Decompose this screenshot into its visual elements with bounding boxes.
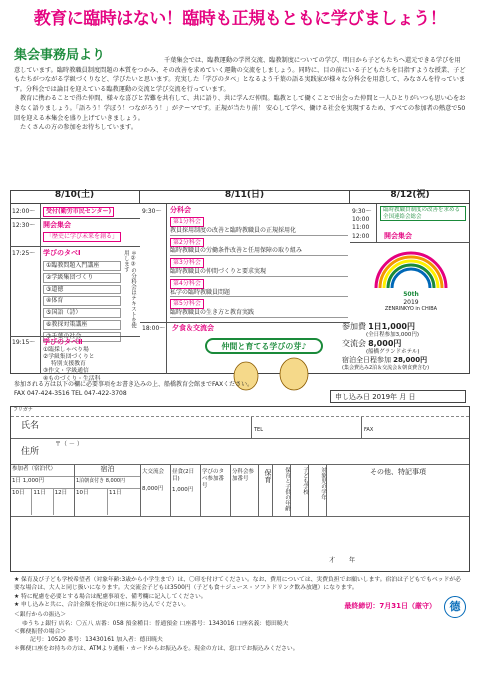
day2-sessions (170, 206, 348, 318)
eve2-item-1: ①臨採しゃべり場 (43, 346, 89, 353)
kids-program-column[interactable] (291, 465, 309, 516)
day1-t2: 12:30～ (12, 222, 36, 229)
day-10-checkbox[interactable]: 10日 (11, 489, 32, 515)
eve1-side-note: ＊②③の分科会はテキストを使用します (122, 250, 136, 328)
section-title-text: 集会事務局より (14, 48, 106, 63)
day1-t1: 12:00～ (12, 208, 36, 215)
postal-info: 記号：10520 番号：13430161 加入者：德田暁夫 (30, 637, 163, 644)
apply-text: 参加される方は以下の欄に必要事項をお書き込みの上、船橋教育会館までFAXください。 (14, 381, 254, 388)
kids-age-header: 保育と子供の年齢 (284, 467, 290, 511)
day1-t3: 17:25～ (12, 250, 36, 257)
application-form (10, 406, 470, 572)
apply-date (330, 390, 466, 403)
day3-appeal (380, 206, 466, 221)
address-label: 住所 (21, 447, 40, 457)
bank-info: ゆうちょ銀行 店名：〇五八 店番：058 預金種目：普通預金 口座番号：1343016 口座名義：德田暁夫 (22, 620, 289, 627)
days-header: 参加者（宿泊代） (11, 465, 74, 477)
reception-tag: 受付(勤労市民センター) (43, 207, 114, 217)
day1-lecture (43, 232, 121, 242)
eve2-item-2: ②学級集団づくりと (43, 353, 95, 360)
rainbow-icon (368, 248, 454, 288)
kids-program-header: 子ども学校 (302, 467, 308, 495)
intro-p3: たくさんの方の参加をお待ちしています。 (20, 124, 138, 132)
name-label: 氏名 (21, 421, 40, 431)
lodging-10-checkbox[interactable]: 10日 (75, 489, 108, 515)
slogan-banner (205, 338, 323, 354)
fax-number: FAX 047-424-3516 TEL 047-422-3708 (14, 390, 127, 397)
session-3-desc: 臨時教職員の仲間づくりと要求実現 (170, 268, 348, 277)
session-4-tag: 第4分科会 (170, 279, 204, 289)
party-header: 大交流会 (142, 469, 165, 475)
eve2-item-5: ④ものづくり・生活科 (43, 375, 101, 382)
sessions-title: 分科会 (170, 206, 191, 214)
party-label: 交流会 (342, 338, 366, 348)
participation-note: (全日程参加3,000円) (366, 332, 420, 338)
eve2-block (43, 338, 138, 383)
seal-text: 德 (449, 600, 461, 613)
lunch-fee-cell: 1,000円 (172, 487, 194, 494)
session-2-tag: 第2分科会 (170, 238, 204, 248)
notes (14, 576, 466, 653)
party-fee-cell: 8,000円 (142, 486, 164, 493)
lunch-column[interactable] (171, 465, 201, 516)
stay-fee: 28,000円 (393, 355, 428, 364)
eve-number-column[interactable] (201, 465, 231, 516)
other-header: その他、特記事項 (370, 468, 426, 476)
eve1-item-5: ⑤国語（詩） (43, 308, 121, 318)
lunch-header: 昼食(2日目) (172, 469, 195, 483)
grade-unit: 年 (349, 557, 356, 564)
eve2-item-3: 特別支援教育 (51, 361, 86, 368)
eve-number-header: 学びのタベ参加番号 (202, 469, 225, 490)
day-11-checkbox[interactable]: 11日 (32, 489, 53, 515)
day3-t2: 10:00 (352, 216, 370, 223)
target-age-header: 対象児の学年 (320, 467, 326, 500)
lodging-11-checkbox[interactable]: 11日 (109, 490, 122, 496)
eve1-item-1: ①臨教問題入門講座 (43, 261, 121, 271)
day3-t4: 12:00 (352, 233, 370, 240)
note-2: ★ 特に配慮を必要とする場合は配慮事項を、備考欄に記入してください。 (14, 593, 207, 600)
day3-header (350, 190, 470, 204)
participation-fee: 1日1,000円 (368, 322, 415, 331)
note-1: ★ 保育及び子ども学校希望者（対象年齢:3歳から小学生まで）は、〇印を付けてください。なお、費用については、実費負担でお願いします。宿泊は子どもでもベッドが必要な場合は、大人と同じ扱いになります。大交流会子どもは3500円（子ども食＋ジュース・ソフトドリンク飲み放題）になります。 (14, 577, 461, 592)
stay-label: 宿泊全日程参加 (342, 355, 391, 364)
childcare-column[interactable] (259, 465, 273, 516)
day2-evening (172, 324, 214, 333)
evening-label: 夕食＆交流会 (172, 324, 214, 332)
target-age-column[interactable] (309, 465, 327, 516)
day1-t4: 19:15～ (12, 339, 36, 346)
days-fee: 1日 1,000円 (11, 477, 74, 489)
postal-heading: ＜郵便振替の場合＞ (14, 629, 67, 636)
closing-label: 開会集会 (384, 232, 412, 240)
tel-label: TEL (254, 427, 263, 433)
day3-label: 8/12(祝) (390, 190, 430, 200)
deadline: 最終締切：7月31日（厳守） (344, 602, 436, 611)
kids-age-column[interactable] (273, 465, 291, 516)
eve1-title: 学びのタベⅠ (43, 249, 81, 257)
badge-50th: 50th (403, 290, 419, 298)
seal-badge (444, 596, 466, 618)
day1-reception (43, 207, 114, 217)
entry-row[interactable] (11, 517, 469, 571)
party-note: (船橋グランドホテル) (366, 348, 420, 355)
eve1-item-6: ⑥教採対策講座 (43, 320, 121, 330)
day2-t1: 9:30～ (142, 208, 162, 215)
apply-date-text: 申し込み日 2019年 月 日 (335, 393, 416, 401)
eve1-item-2: ②学級集団づくり (43, 273, 121, 283)
eve2-item-4: ③作文・学級通信 (43, 368, 89, 375)
lodging-header: 宿泊 (75, 465, 140, 477)
session-number-header: 分科会参加番号 (232, 469, 255, 483)
intro-p1: 千葉集会では、臨教運動の学習交流、臨教制度についての学び、明日から子どもたちへ還元できる学びを用意しています。臨時教職員制度問題の本質をつかみ、その改善を求めていく運動の交流をしましょう。同時に、目の前にいる子どもたちを目指すような授業、子どもたちがつながる学級づくりなど、学びたいと思います。充実した「学びのタベ」となるよう千葉の語る実践家が様々な分科会を用意して、みなさんを待っています。分科会では論目を迎えている臨教運動の交流と学び交流を行っています。 (14, 57, 466, 93)
session-1-tag: 第1分科会 (170, 217, 204, 227)
eve1-item-4: ④体育 (43, 296, 121, 306)
day1-header (10, 190, 140, 204)
day3-t1: 9:30～ (352, 208, 372, 215)
badge-year: 2019 (403, 298, 419, 306)
fees-box (342, 322, 466, 374)
participation-label: 参加費 (342, 322, 366, 331)
postal-code: 〒（ － ） (55, 441, 83, 448)
headline (20, 8, 460, 34)
session-number-column[interactable] (231, 465, 259, 516)
eve1-item-3: ③道徳 (43, 285, 121, 295)
eve1-block (43, 249, 123, 344)
party-fee: 8,000円 (368, 338, 402, 348)
session-5-desc: 臨時教職員の生き方と教育実践 (170, 309, 348, 318)
day2-t2: 18:00～ (142, 325, 166, 332)
intro-p2: 教育に携わることで得た仲間、様々な喜びと苦難を共有して、共に語り、共に学んだ仲間。臨教として働くことで出会った仲間と一人ひとりがいつも思い心をおきなく語りましょう。「語ろう！学ぼう！つながろう！」がテーマです。正規が当たり前！ 安心して学べ、働ける社会を実現するため、すべての参加者の熱意で50回を迎える本集会を盛り上げていきましょう。 (14, 95, 466, 122)
day-12-checkbox[interactable]: 12日 (54, 490, 68, 496)
day3-closing (384, 232, 412, 241)
apply-instructions (14, 380, 324, 398)
opening-label: 開会集会 (43, 221, 71, 229)
appeal-tag: 臨時教職員制度の改善を求める全国連絡会総会 (380, 206, 466, 221)
fax-label: FAX (364, 427, 374, 433)
party-column[interactable] (141, 465, 171, 516)
lodging-note: 1泊朝食付き 8,000円 (75, 477, 140, 489)
day3-t3: 11:00 (352, 224, 370, 231)
intro-text (14, 56, 466, 176)
session-4-desc: 私学の臨時教職員問題 (170, 289, 348, 298)
session-5-tag: 第5分科会 (170, 299, 204, 309)
day2-header (140, 190, 350, 204)
slogan-text: 仲間と育てる学びの芽♪ (221, 342, 307, 351)
stay-note: (集会費込み2泊＆交流会＆朝食費含む) (342, 364, 430, 371)
lecture-tag: 「歴史に学び未来を創る」 (43, 232, 121, 242)
bank-heading: ＜銀行からの振込＞ (14, 612, 67, 619)
note-3: ★ 申し込みと共に、合計金額を指定の口座に振り込んでください。 (14, 602, 190, 609)
day1-label: 8/10(土) (54, 190, 95, 200)
childcare-header: 保育 (264, 469, 272, 483)
headline-text: 教育に臨時はない！臨時も正規もともに学びましょう！ (33, 9, 447, 29)
footnote: ＊郵便口座をお持ちの方は、ATMより通帳・カードからお振込みを。現金の方は、窓口でお振込みください。 (14, 645, 299, 652)
age-unit: 才 (329, 557, 336, 564)
eve2-title: 学びのタベⅡ (43, 338, 83, 346)
furigana-label: フリガナ (13, 407, 33, 413)
session-1-desc: 教員採用制度の改善と臨時教職員の正規採用化 (170, 227, 348, 236)
address-input[interactable] (51, 439, 469, 464)
session-3-tag: 第3分科会 (170, 258, 204, 268)
day2-label: 8/11(日) (224, 190, 265, 200)
day1-opening (43, 221, 71, 230)
session-2-desc: 臨時教職員の労働条件改善と任用保障の取り組み (170, 247, 348, 256)
badge-caption: ZENRINKYO in CHIBA (384, 306, 438, 313)
anniversary-badge (368, 248, 454, 312)
